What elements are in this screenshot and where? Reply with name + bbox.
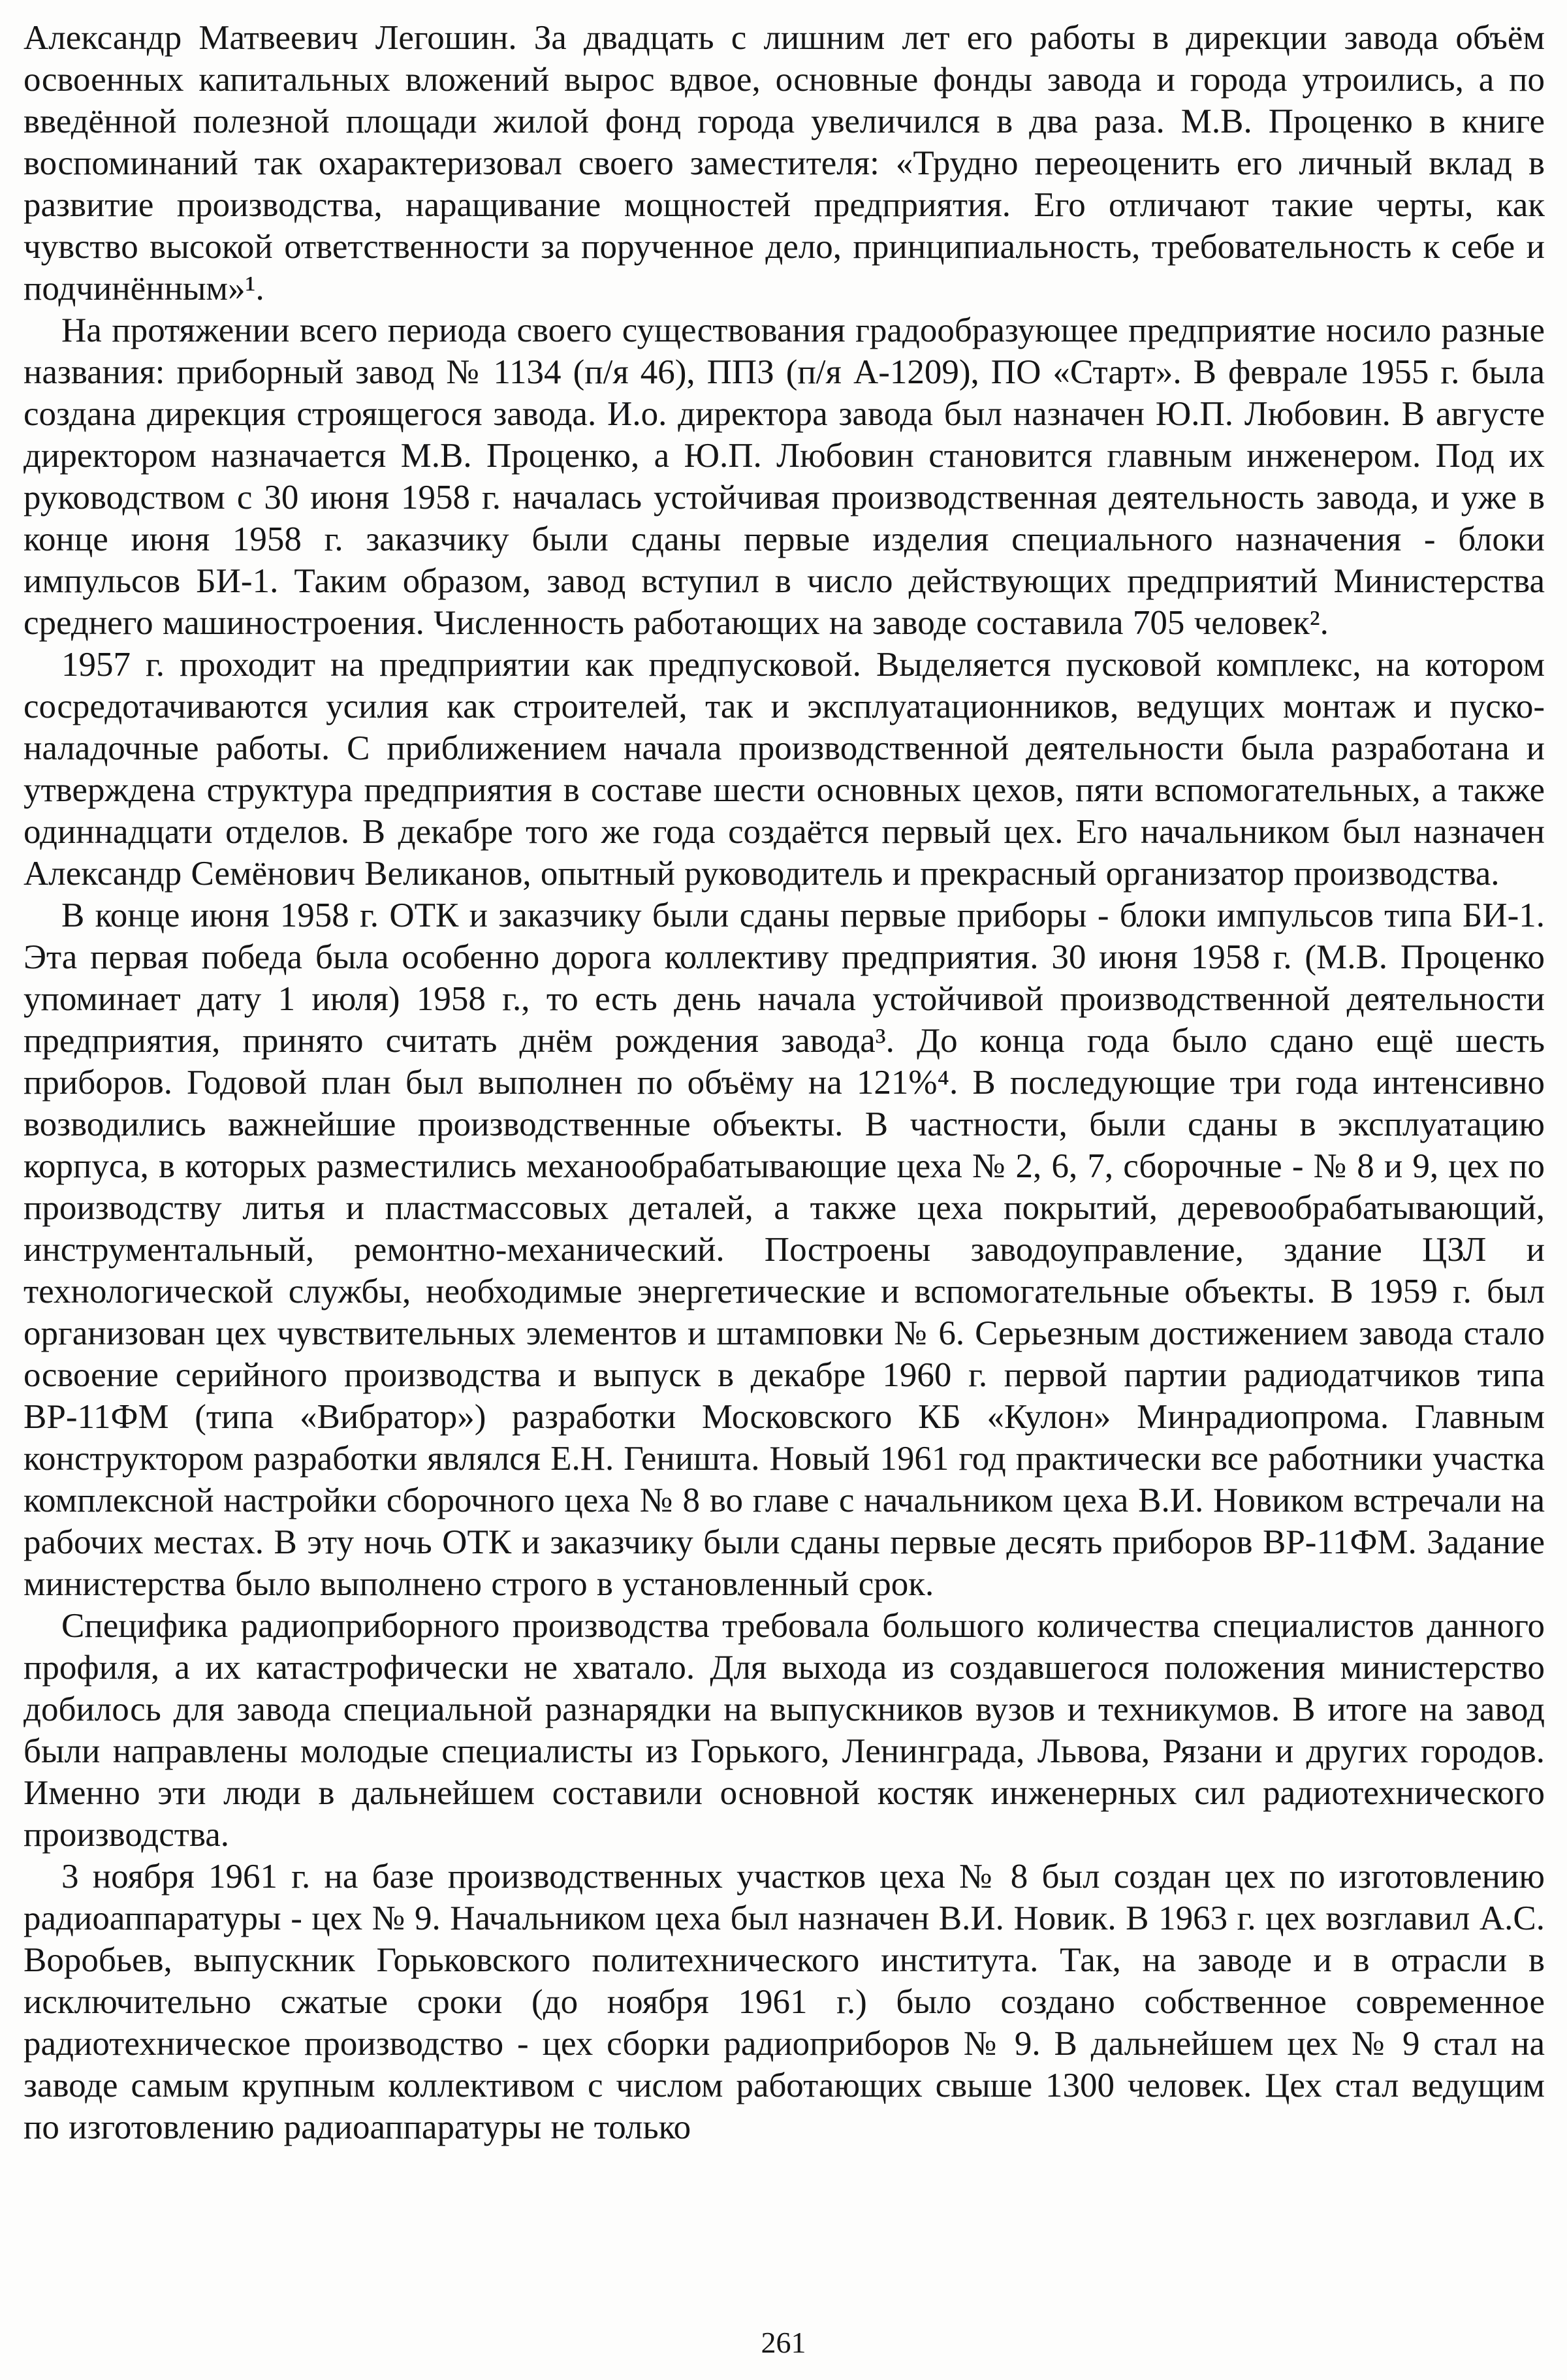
paragraph: 3 ноября 1961 г. на базе производственных участков цеха № 8 был создан цех по изготовлению радиоаппаратуры - цех № 9. Начальником цеха был назначен В.И. Новик. В 1963 г. цех возглавил А.С. Воробьев, выпускник Горьковского политехнического института. Так, на заводе и в отрасли в исключительно сжатые сроки (до ноября 1961 г.) было создано собственное современное радиотехническое производство - цех сборки радиоприборов № 9. В дальнейшем цех № 9 стал на заводе самым крупным коллективом с числом работающих свыше 1300 человек. Цех стал ведущим по изготовлению радиоаппаратуры не только [24, 1858, 1545, 2146]
paragraph: На протяжении всего периода своего существования градообразующее предприятие носило разные названия: приборный завод № 1134 (п/я 46), ППЗ (п/я А-1209), ПО «Старт». В феврале 1955 г. была создана дирекция строящегося завода. И.о. директора завода был назначен Ю.П. Любовин. В августе директором назначается М.В. Проценко, а Ю.П. Любовин становится главным инженером. Под их руководством с 30 июня 1958 г. началась устойчивая производственная деятельность завода, и уже в конце июня 1958 г. заказчику были сданы первые изделия специального назначения - блоки импульсов БИ-1. Таким образом, завод вступил в число действующих предприятий Министерства среднего машиностроения. Численность работающих на заводе составила 705 человек². [24, 311, 1545, 642]
paragraph: В конце июня 1958 г. ОТК и заказчику были сданы первые приборы - блоки импульсов типа БИ-1. Эта первая победа была особенно дорога коллективу предприятия. 30 июня 1958 г. (М.В. Проценко упоминает дату 1 июля) 1958 г., то есть день начала устойчивой производственной деятельности предприятия, принято считать днём рождения завода³. До конца года было сдано ещё шесть приборов. Годовой план был выполнен по объёму на 121%⁴. В последующие три года интенсивно возводились важнейшие производственные объекты. В частности, были сданы в эксплуатацию корпуса, в которых разместились механообрабатывающие цеха № 2, 6, 7, сборочные - № 8 и 9, цех по производству литья и пластмассовых деталей, а также цеха покрытий, деревообрабатывающий, инструментальный, ремонтно-механический. Построены заводоуправление, здание ЦЗЛ и технологической службы, необходимые энергетические и вспомогательные объекты. В 1959 г. был организован цех чувствительных элементов и штамповки № 6. Серьезным достижением завода стало освоение серийного производства и выпуск в декабре 1960 г. первой партии радиодатчиков типа ВР-11ФМ (типа «Вибратор») разработки Московского КБ «Кулон» Минрадиопрома. Главным конструктором разработки являлся Е.Н. Геништа. Новый 1961 год практически все работники участка комплексной настройки сборочного цеха № 8 во главе с начальником цеха В.И. Новиком встречали на рабочих местах. В эту ночь ОТК и заказчику были сданы первые десять приборов ВР-11ФМ. Задание министерства было выполнено строго в установленный срок. [24, 896, 1545, 1603]
page-number: 261 [761, 2326, 806, 2359]
paragraph: Александр Матвеевич Легошин. За двадцать с лишним лет его работы в дирекции завода объём освоенных капитальных вложений вырос вдвое, основные фонды завода и города утроились, а по введённой полезной площади жилой фонд города увеличился в два раза. М.В. Проценко в книге воспоминаний так охарактеризовал своего заместителя: «Трудно переоценить его личный вклад в развитие производства, наращивание мощностей предприятия. Его отличают такие черты, как чувство высокой ответственности за порученное дело, принципиальность, требовательность к себе и подчинённым»¹. [24, 19, 1545, 308]
paragraph: 1957 г. проходит на предприятии как предпусковой. Выделяется пусковой комплекс, на котором сосредотачиваются усилия как строителей, так и эксплуатационников, ведущих монтаж и пуско-наладочные работы. С приближением начала производственной деятельности была разработана и утверждена структура предприятия в составе шести основных цехов, пяти вспомогательных, а также одиннадцати отделов. В декабре того же года создаётся первый цех. Его начальником был назначен Александр Семёнович Великанов, опытный руководитель и прекрасный организатор производства. [24, 646, 1545, 893]
paragraph: Специфика радиоприборного производства требовала большого количества специалистов данного профиля, а их катастрофически не хватало. Для выхода из создавшегося положения министерство добилось для завода специальной разнарядки на выпускников вузов и техникумов. В итоге на завод были направлены молодые специалисты из Горького, Ленинграда, Львова, Рязани и других городов. Именно эти люди в дальнейшем составили основной костяк инженерных сил радиотехнического производства. [24, 1607, 1545, 1854]
